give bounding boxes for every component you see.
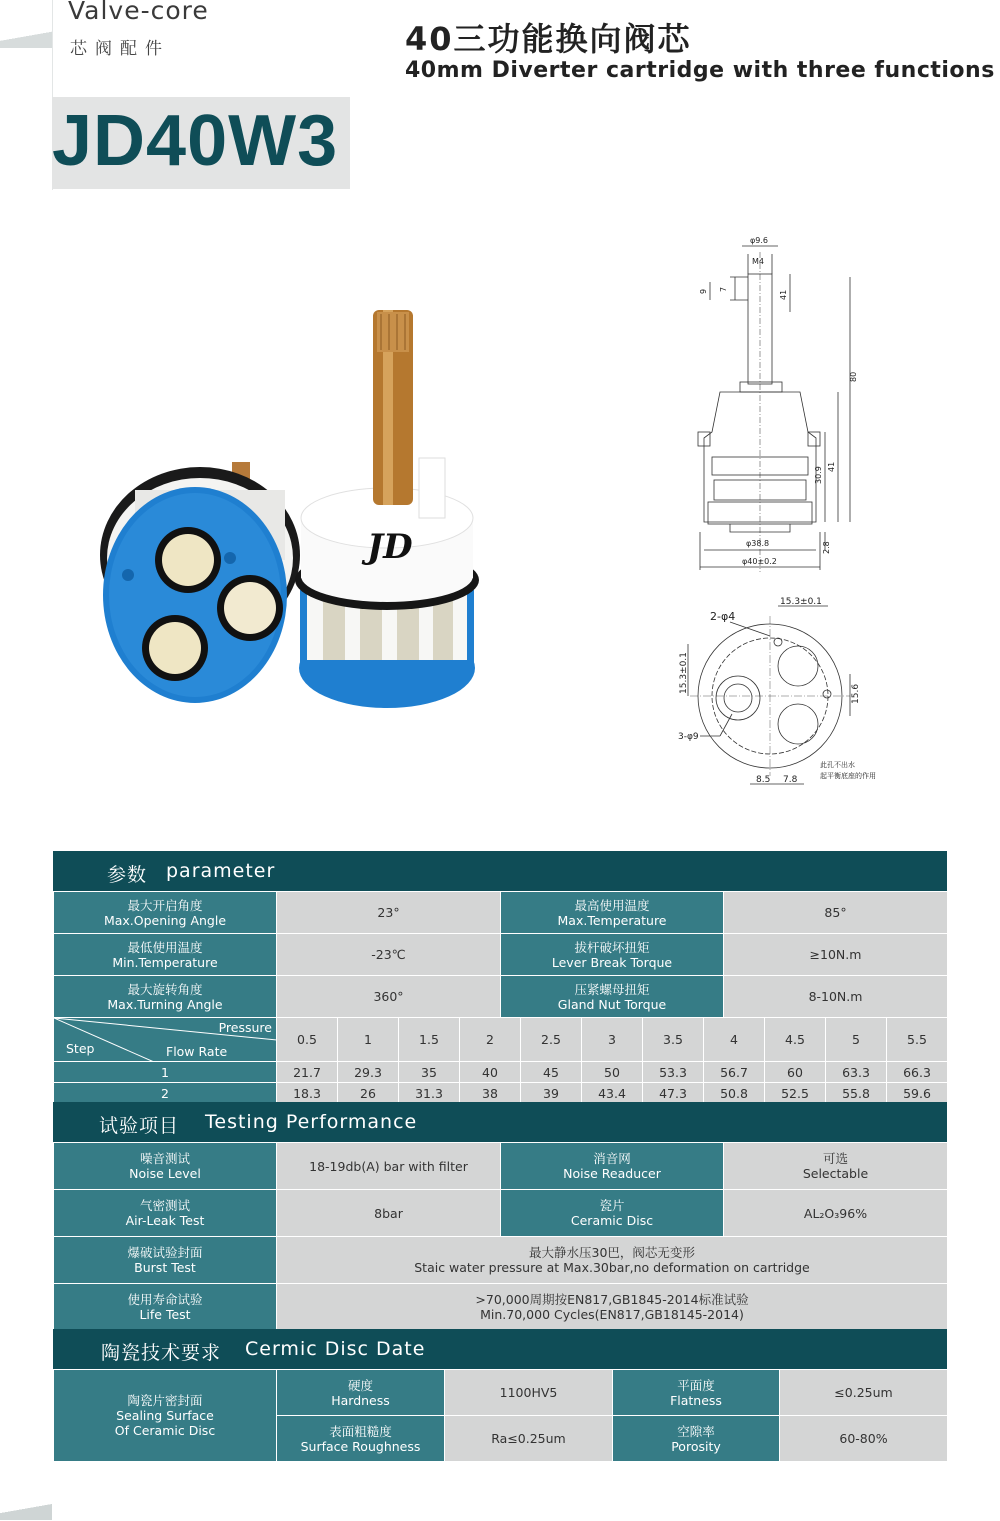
corner-decoration [0, 30, 52, 48]
table-row [54, 934, 948, 976]
parameter-table [53, 891, 948, 1018]
dim-15-3-left: 15.3±0.1 [679, 652, 689, 694]
param-value: ≥10N.m [724, 934, 948, 976]
pressure-cell: 5.5 [887, 1018, 948, 1062]
param-label: 最低使用温度 Min.Temperature [54, 934, 277, 976]
ceramic-label: 平面度 Flatness [613, 1370, 780, 1416]
side-view-drawing [690, 232, 890, 577]
testing-heading-en: Testing Performance [205, 1111, 418, 1133]
ceramic-value: 60-80% [780, 1416, 948, 1462]
flow-cell: 60 [765, 1062, 826, 1083]
step-cell: 2 [54, 1083, 277, 1104]
testing-heading [53, 1102, 947, 1142]
pressure-cell: 2 [460, 1018, 521, 1062]
flow-cell: 50.8 [704, 1083, 765, 1104]
photo-mark: JD [367, 527, 413, 567]
ceramic-value: ≤0.25um [780, 1370, 948, 1416]
corner-decoration-bottom [0, 1500, 52, 1520]
dim-40: φ40±0.2 [742, 557, 777, 566]
ceramic-label: 硬度 Hardness [277, 1370, 445, 1416]
parameter-heading-en: parameter [166, 860, 276, 882]
ceramic-heading-cn: 陶瓷技术要求 [101, 1342, 222, 1364]
flow-row-step2 [54, 1083, 948, 1104]
ceramic-heading-en: Cermic Disc Date [245, 1338, 426, 1360]
dim-80: 80 [849, 371, 858, 382]
drawing-note-2: 起平衡底座的作用 [820, 772, 876, 780]
flow-cell: 31.3 [399, 1083, 460, 1104]
dim-15-6: 15.6 [851, 683, 861, 704]
ceramic-label: 表面粗糙度 Surface Roughness [277, 1416, 445, 1462]
ceramic-value: 1100HV5 [445, 1370, 613, 1416]
pressure-label: Pressure [218, 1020, 272, 1035]
flow-cell: 50 [582, 1062, 643, 1083]
flow-cell: 59.6 [887, 1083, 948, 1104]
flow-cell: 38 [460, 1083, 521, 1104]
ceramic-table [53, 1369, 948, 1462]
pressure-cell: 1.5 [399, 1018, 460, 1062]
test-label: 瓷片 Ceramic Disc [501, 1190, 724, 1237]
param-label: 最大旋转角度 Max.Turning Angle [54, 976, 277, 1018]
table-row [54, 892, 948, 934]
testing-table [53, 1142, 948, 1330]
pressure-cell: 1 [338, 1018, 399, 1062]
bottom-view-drawing [670, 596, 900, 796]
product-title-cn: 40三功能换向阀芯 [405, 20, 692, 58]
dim-7: 7 [719, 286, 728, 292]
dim-8-5: 8.5 [756, 775, 771, 785]
pressure-cell: 4 [704, 1018, 765, 1062]
parameter-heading [53, 851, 947, 891]
table-row [54, 1190, 948, 1237]
param-value: 23° [277, 892, 501, 934]
dim-41-body: 41 [827, 461, 836, 472]
testing-heading-cn: 试验项目 [99, 1115, 180, 1137]
pressure-cell: 3.5 [643, 1018, 704, 1062]
param-value: 85° [724, 892, 948, 934]
param-label: 压紧螺母扭矩 Gland Nut Torque [501, 976, 724, 1018]
flow-cell: 45 [521, 1062, 582, 1083]
table-row [54, 976, 948, 1018]
flow-cell: 18.3 [277, 1083, 338, 1104]
param-label: 拔杆破坏扭矩 Lever Break Torque [501, 934, 724, 976]
cartridge-bottom-view [100, 462, 300, 703]
dim-15-3-top: 15.3±0.1 [780, 597, 822, 607]
step-cell: 1 [54, 1062, 277, 1083]
step-label: Step [66, 1041, 95, 1056]
flowrate-label: Flow Rate [166, 1044, 228, 1059]
ceramic-value: Ra≤0.25um [445, 1416, 613, 1462]
flow-cell: 66.3 [887, 1062, 948, 1083]
test-value: 最大静水压30巴，阀芯无变形 Staic water pressure at Max.30bar,no deformation on cartridge [277, 1237, 948, 1284]
table-row [54, 1284, 948, 1330]
flow-cell: 47.3 [643, 1083, 704, 1104]
cartridge-side-view [295, 310, 479, 708]
pressure-cell: 3 [582, 1018, 643, 1062]
test-label: 噪音测试 Noise Level [54, 1143, 277, 1190]
dim-38-8: φ38.8 [746, 539, 770, 548]
dim-2-holes: 2-φ4 [710, 610, 736, 623]
param-value: 8-10N.m [724, 976, 948, 1018]
pressure-cell: 5 [826, 1018, 887, 1062]
ceramic-seal-label: 陶瓷片密封面 Sealing Surface Of Ceramic Disc [54, 1370, 277, 1462]
dim-2-8: 2.8 [822, 541, 831, 554]
brand-name-en: Valve-core [68, 0, 209, 25]
pressure-cell: 2.5 [521, 1018, 582, 1062]
pressure-cell: 4.5 [765, 1018, 826, 1062]
table-row [54, 1237, 948, 1284]
dim-30-9: 30.9 [814, 466, 823, 484]
test-label: 爆破试验封面 Burst Test [54, 1237, 277, 1284]
flow-cell: 55.8 [826, 1083, 887, 1104]
dim-3-holes: 3-φ9 [678, 732, 699, 742]
dim-shaft-dia: φ9.6 [750, 236, 768, 245]
flow-corner-cell [54, 1018, 277, 1062]
flow-cell: 53.3 [643, 1062, 704, 1083]
flow-cell: 63.3 [826, 1062, 887, 1083]
flow-cell: 56.7 [704, 1062, 765, 1083]
flow-header-row [54, 1018, 948, 1062]
flow-cell: 29.3 [338, 1062, 399, 1083]
test-label: 气密测试 Air-Leak Test [54, 1190, 277, 1237]
table-row [54, 1370, 948, 1416]
flow-row-step1 [54, 1062, 948, 1083]
dim-thread: M4 [752, 257, 764, 266]
ceramic-heading [53, 1329, 947, 1369]
param-label: 最大开启角度 Max.Opening Angle [54, 892, 277, 934]
brand-name-cn: 芯阀配件 [70, 39, 170, 59]
product-title-en: 40mm Diverter cartridge with three functions [405, 58, 995, 83]
param-label: 最高使用温度 Max.Temperature [501, 892, 724, 934]
parameter-heading-cn: 参数 [107, 864, 148, 886]
flow-cell: 26 [338, 1083, 399, 1104]
test-value: AL₂O₃96% [724, 1190, 948, 1237]
flow-cell: 35 [399, 1062, 460, 1083]
drawing-note-1: 此孔不出水 [820, 761, 855, 769]
test-label: 使用寿命试验 Life Test [54, 1284, 277, 1330]
test-value: 可选 Selectable [724, 1143, 948, 1190]
flow-cell: 43.4 [582, 1083, 643, 1104]
test-label: 消音网 Noise Readucer [501, 1143, 724, 1190]
param-value: 360° [277, 976, 501, 1018]
dim-7-8: 7.8 [783, 775, 798, 785]
dim-9: 9 [699, 288, 708, 294]
model-number: JD40W3 [52, 101, 339, 181]
test-value: 18-19db(A) bar with filter [277, 1143, 501, 1190]
flow-rate-table [53, 1017, 948, 1104]
table-row [54, 1143, 948, 1190]
flow-cell: 52.5 [765, 1083, 826, 1104]
ceramic-label: 空隙率 Porosity [613, 1416, 780, 1462]
pressure-cell: 0.5 [277, 1018, 338, 1062]
flow-cell: 21.7 [277, 1062, 338, 1083]
product-photo [95, 300, 495, 720]
test-value: 8bar [277, 1190, 501, 1237]
flow-cell: 40 [460, 1062, 521, 1083]
param-value: -23℃ [277, 934, 501, 976]
flow-cell: 39 [521, 1083, 582, 1104]
test-value: >70,000周期按EN817,GB1845-2014标准试验 Min.70,000 Cycles(EN817,GB18145-2014) [277, 1284, 948, 1330]
dim-41-top: 41 [779, 289, 788, 300]
